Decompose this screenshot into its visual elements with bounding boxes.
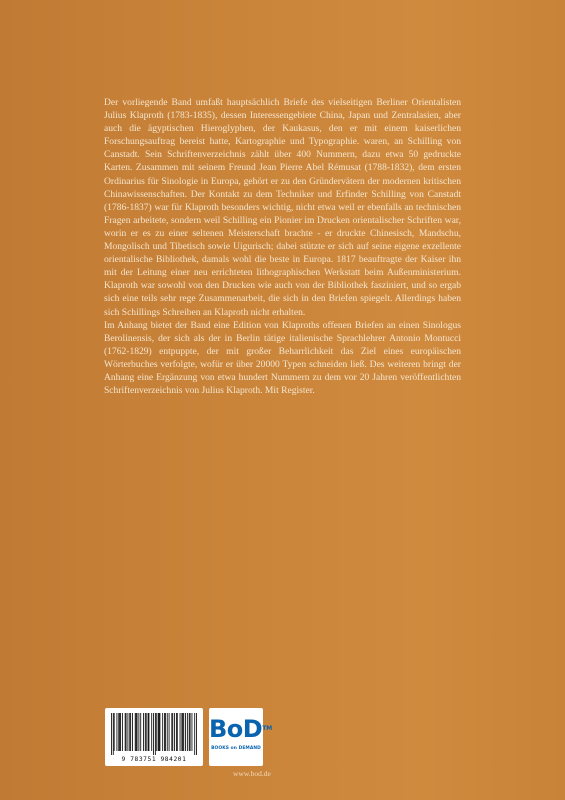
barcode-bar — [113, 713, 114, 755]
barcode-bar — [172, 713, 173, 751]
barcode-bar — [149, 713, 150, 751]
barcode-bar — [122, 713, 123, 751]
barcode-bar — [116, 713, 117, 751]
barcode-bar — [111, 713, 112, 755]
barcode-bar — [190, 713, 191, 751]
barcode-bar — [146, 713, 147, 751]
barcode-bar — [182, 713, 183, 751]
barcode-bar — [138, 713, 139, 751]
publisher-logo — [209, 708, 273, 766]
barcode-bar — [114, 713, 115, 751]
barcode-bar — [176, 713, 177, 751]
barcode-bar — [143, 713, 144, 751]
barcode-bar — [126, 713, 127, 751]
barcode-bar — [148, 713, 149, 751]
blurb-paragraph-1: Der vorliegende Band umfaßt hauptsächlich Briefe des vielseitigen Berliner Orientalisten Julius Klaproth (1783-1835), dessen Interessengebiete China, Japan und Zentralasien, aber auch die ägyptischen Hieroglyphen, der Kaukasus, den er mit einem kaiserlichen Forschungsauftrag bereist hatte, Kartographie und Typographie. waren, an Schilling von Canstadt. Sein Schriftenverzeichnis zählt über 400 Nummern, dazu etwa 50 gedruckte Karten. Zusammen mit seinem Freund Jean Pierre Abel Rémusat (1788-1832), dem ersten Ordinarius für Sinologie in Europa, gehört er zu den Gründervätern der modernen kritischen Chinawissenschaften. Der Kontakt zu dem Techniker und Erfinder Schilling von Canstadt (1786-1837) war für Klaproth besonders wichtig, nicht etwa weil er ebenfalls an technischen Fragen arbeitete, sondern weil Schilling ein Pionier im Drucken orientalischer Schriften war, worin er es zu einer seltenen Meisterschaft brachte - er druckte Chinesisch, Mandschu, Mongolisch und Tibetisch sowie Uigurisch; dabei stützte er sich auf seine eigene exzellente orientalische Bibliothek, damals wohl die beste in Europa. 1817 beauftragte der Kaiser ihn mit der Leitung einer neu errichteten lithographischen Werkstatt beim Außenministerium. Klaproth war sowohl von den Drucken wie auch von der Bibliothek fasziniert, und so ergab sich eine teils sehr rege Zusammenarbeit, die sich in den Briefen spiegelt. Allerdings haben sich Schillings Schreiben an Klaproth nicht erhalten. — [104, 97, 461, 318]
barcode-bar — [153, 713, 154, 755]
barcode-bar — [187, 713, 188, 751]
barcode-bar — [194, 713, 195, 755]
barcode-bar — [183, 713, 184, 751]
barcode-bar — [177, 713, 178, 751]
blurb-text — [104, 96, 461, 397]
barcode-bar — [180, 713, 181, 751]
barcode-bar — [119, 713, 120, 751]
barcode-bar — [120, 713, 121, 751]
barcode-bar — [127, 713, 128, 751]
barcode-bar — [129, 713, 130, 751]
barcode-bar — [140, 713, 141, 751]
barcode-bar — [137, 713, 138, 751]
bod-logo-text — [209, 715, 273, 743]
barcode-bar — [162, 713, 163, 751]
trademark-mark: TM — [262, 725, 273, 732]
barcode-bar — [196, 713, 197, 755]
barcode-bar — [125, 713, 126, 751]
barcode-bar — [135, 713, 136, 751]
blurb-paragraph-2: Im Anhang bietet der Band eine Edition von Klaproths offenen Briefen an einen Sinologus Berolinensis, der sich als der in Berlin tätige italienische Sprachlehrer Antonio Montucci (1762-1829) entpuppte, der mit großer Beharrlichkeit das Ziel eines europäischen Wörterbuches verfolgte, wofür er über 20000 Typen schneiden ließ. Des weiteren bringt der Anhang eine Ergänzung von etwa hundert Nummern zu dem vor 20 Jahren veröffentlichten Schriftenverzeichnis von Julius Klaproth. Mit Register. — [104, 319, 461, 397]
barcode-bars — [111, 713, 197, 755]
barcode-bar — [132, 713, 133, 751]
barcode-bar — [169, 713, 170, 751]
barcode-bar — [167, 713, 168, 751]
barcode-bar — [118, 713, 119, 751]
barcode-bar — [164, 713, 165, 751]
barcode-bar — [158, 713, 159, 751]
barcode-bar — [192, 713, 193, 751]
barcode-bar — [155, 713, 156, 755]
isbn-number: 9 783751 984201 — [121, 756, 187, 763]
barcode-bar — [136, 713, 137, 751]
barcode-bar — [130, 713, 131, 751]
barcode-bar — [181, 713, 182, 751]
bod-tagline: BOOKS on DEMAND — [211, 746, 261, 751]
barcode-bar — [185, 713, 186, 751]
barcode-bar — [159, 713, 160, 751]
barcode-bar — [156, 713, 157, 751]
barcode-bar — [174, 713, 175, 751]
barcode-bar — [159, 713, 160, 751]
barcode-bar — [151, 713, 152, 751]
barcode-bar — [145, 713, 146, 751]
isbn-barcode — [105, 708, 203, 766]
barcode-bar — [165, 713, 166, 751]
barcode-bar — [171, 713, 172, 751]
publisher-website: www.bod.de — [233, 769, 271, 778]
bod-wordmark: BoD — [209, 715, 263, 743]
barcode-bar — [189, 713, 190, 751]
